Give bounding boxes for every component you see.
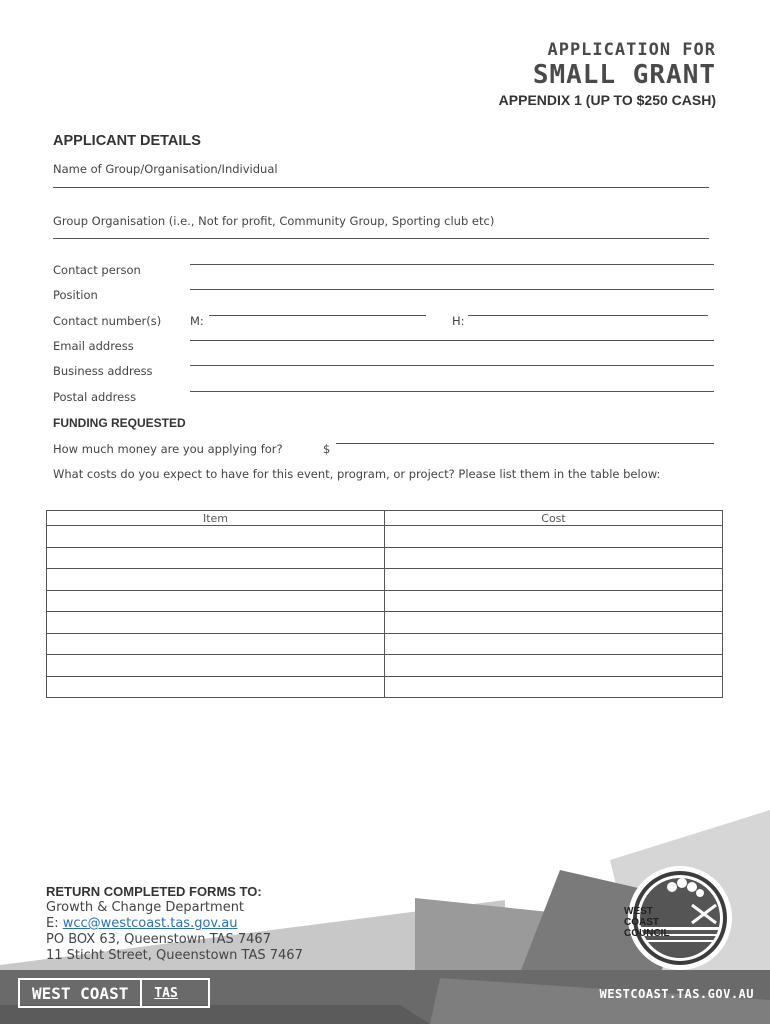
logo-text-3: COUNCIL — [624, 928, 670, 939]
item-cell[interactable] — [47, 547, 385, 569]
item-cell[interactable] — [47, 590, 385, 612]
table-row — [47, 676, 723, 698]
website-url[interactable]: WESTCOAST.TAS.GOV.AU — [599, 987, 754, 1001]
item-cell[interactable] — [47, 633, 385, 655]
return-email-link[interactable]: wcc@westcoast.tas.gov.au — [62, 916, 238, 931]
table-row — [47, 547, 723, 569]
logo-text-2: COAST — [624, 917, 659, 928]
contact-person-field[interactable] — [190, 264, 714, 265]
costs-question: What costs do you expect to have for this event, program, or project? Please list them in the table below: — [53, 467, 661, 481]
home-label: H: — [452, 314, 465, 328]
brand-west-coast: WEST COAST — [20, 980, 142, 1006]
position-label: Position — [53, 288, 98, 302]
return-street: 11 Sticht Street, Queenstown TAS 7467 — [46, 948, 303, 963]
header-title: SMALL GRANT — [532, 60, 716, 90]
mobile-field[interactable] — [209, 315, 426, 316]
table-row — [47, 590, 723, 612]
return-email-line — [46, 916, 303, 932]
dollar-sign: $ — [323, 442, 331, 456]
cost-cell[interactable] — [385, 612, 723, 634]
email-field[interactable] — [190, 340, 714, 341]
home-field[interactable] — [468, 315, 708, 316]
logo-text-1: WEST — [624, 906, 653, 917]
group-field[interactable] — [53, 238, 709, 239]
position-field[interactable] — [190, 289, 714, 290]
cost-cell[interactable] — [385, 676, 723, 698]
postal-address-field[interactable] — [190, 391, 714, 392]
email-prefix: E: — [46, 916, 59, 931]
cost-cell[interactable] — [385, 655, 723, 677]
table-row — [47, 633, 723, 655]
table-row — [47, 569, 723, 591]
return-details — [46, 884, 303, 964]
return-department: Growth & Change Department — [46, 900, 245, 915]
item-cell[interactable] — [47, 569, 385, 591]
cost-cell[interactable] — [385, 569, 723, 591]
item-cell[interactable] — [47, 612, 385, 634]
header-appendix: APPENDIX 1 (UP TO $250 CASH) — [498, 92, 716, 108]
return-po-box: PO BOX 63, Queenstown TAS 7467 — [46, 932, 271, 947]
amount-field[interactable] — [336, 443, 714, 444]
cost-cell[interactable] — [385, 633, 723, 655]
funding-requested-title: FUNDING REQUESTED — [53, 416, 186, 430]
column-header-cost: Cost — [385, 511, 723, 526]
item-cell[interactable] — [47, 676, 385, 698]
cost-cell[interactable] — [385, 590, 723, 612]
brand-tas: TAS — [154, 985, 178, 1001]
email-label: Email address — [53, 339, 134, 353]
item-cell[interactable] — [47, 526, 385, 548]
mobile-label: M: — [190, 314, 204, 328]
west-coast-council-logo — [614, 865, 744, 971]
business-address-field[interactable] — [190, 365, 714, 366]
group-label: Group Organisation (i.e., Not for profit, Community Group, Sporting club etc) — [53, 214, 495, 228]
how-much-label: How much money are you applying for? — [53, 442, 283, 456]
business-address-label: Business address — [53, 364, 153, 378]
postal-address-label: Postal address — [53, 390, 137, 404]
applicant-details-title: APPLICANT DETAILS — [53, 133, 201, 149]
column-header-item: Item — [47, 511, 385, 526]
costs-table — [46, 510, 723, 698]
cost-cell[interactable] — [385, 547, 723, 569]
table-row — [47, 612, 723, 634]
item-cell[interactable] — [47, 655, 385, 677]
return-title: RETURN COMPLETED FORMS TO: — [46, 884, 262, 899]
contact-person-label: Contact person — [53, 263, 141, 277]
name-field[interactable] — [53, 187, 709, 188]
cost-cell[interactable] — [385, 526, 723, 548]
table-row — [47, 526, 723, 548]
west-coast-brand — [18, 978, 210, 1008]
name-label: Name of Group/Organisation/Individual — [53, 162, 278, 176]
header-line1: APPLICATION FOR — [547, 40, 716, 60]
table-row — [47, 655, 723, 677]
contact-numbers-label: Contact number(s) — [53, 314, 162, 328]
document-header — [499, 40, 716, 108]
